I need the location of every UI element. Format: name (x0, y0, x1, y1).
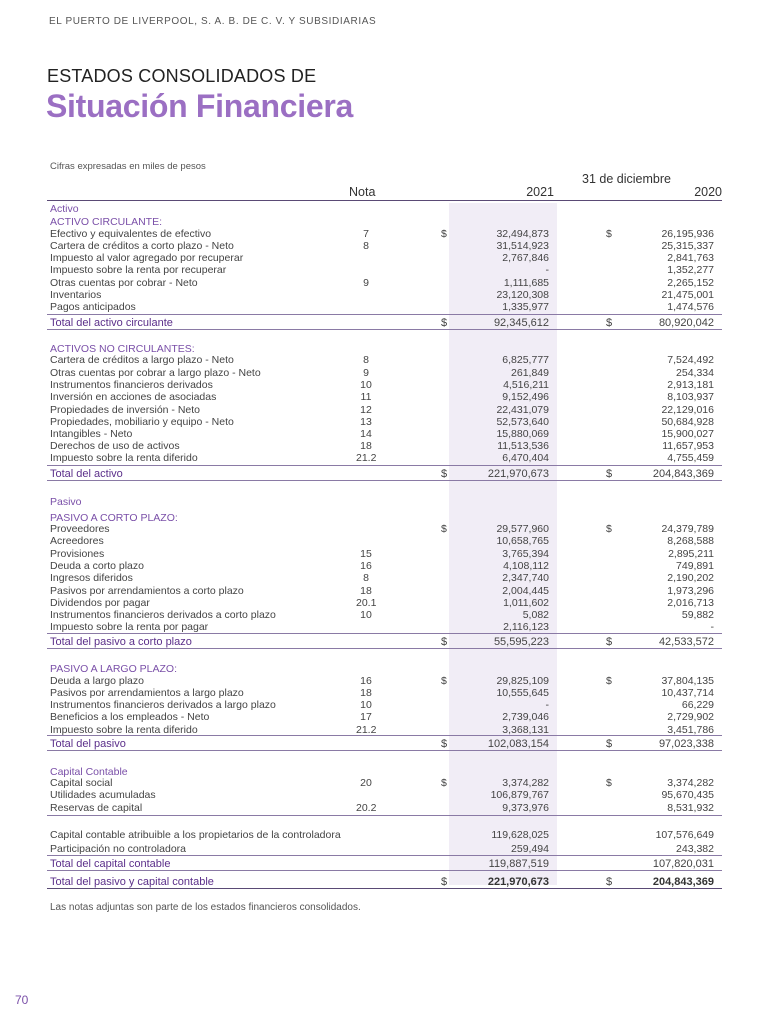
row-note: 8 (363, 240, 369, 252)
row-note: 18 (360, 585, 372, 597)
row-label: Utilidades acumuladas (50, 789, 156, 801)
value-2021: 3,765,394 (502, 548, 549, 560)
value-2021: 23,120,308 (496, 289, 549, 301)
value-2021: 2,767,846 (502, 252, 549, 264)
row-note: 11 (360, 391, 372, 403)
table-row (50, 829, 722, 841)
page-title: Situación Financiera (46, 88, 353, 124)
row-label: Cartera de créditos a largo plazo - Neto (50, 354, 234, 366)
row-label: Total del activo (50, 468, 123, 480)
value-2021: 221,970,673 (487, 468, 549, 480)
value-2020: 2,729,902 (667, 711, 714, 723)
value-2020: 10,437,714 (661, 687, 714, 699)
row-label: Beneficios a los empleados - Neto (50, 711, 210, 723)
value-2021: 261,849 (511, 367, 549, 379)
value-2020: 11,657,953 (662, 440, 714, 452)
table-row (50, 228, 722, 240)
row-label: Instrumentos financieros derivados a corto plazo (50, 609, 276, 621)
row-label: Inversión en acciones de asociadas (50, 391, 217, 403)
row-note: 10 (360, 699, 372, 711)
row-label: Capital Contable (50, 766, 128, 778)
value-2020: 37,804,135 (661, 675, 714, 687)
value-2020: 24,379,789 (661, 523, 714, 535)
row-note: 14 (360, 428, 372, 440)
table-row (50, 621, 722, 633)
row-label: Efectivo y equivalentes de efectivo (50, 228, 212, 240)
total-row (50, 317, 722, 329)
row-note: 21.2 (356, 452, 377, 464)
table-row (50, 777, 722, 789)
table-row (50, 354, 722, 366)
value-2020: 2,841,763 (667, 252, 714, 264)
table-row (50, 675, 722, 687)
value-2020: 97,023,338 (658, 738, 714, 750)
row-label: Pasivos por arrendamientos a largo plazo (50, 687, 244, 699)
value-2020: 749,891 (676, 560, 714, 572)
section-heading (50, 663, 722, 675)
currency-sign: $ (441, 317, 448, 329)
value-2020: 2,265,152 (667, 277, 714, 289)
table-row (50, 277, 722, 289)
row-note: 21.2 (356, 724, 377, 736)
row-label: Otras cuentas por cobrar a largo plazo - Neto (50, 367, 261, 379)
value-2020: 3,374,282 (667, 777, 714, 789)
value-2021: 221,970,673 (487, 876, 549, 888)
value-2020: 26,195,936 (661, 228, 714, 240)
table-row (50, 597, 722, 609)
value-2021: 119,628,025 (491, 829, 549, 841)
value-2020: 50,684,928 (661, 416, 714, 428)
row-note: 10 (360, 379, 372, 391)
table-row (50, 572, 722, 584)
currency-sign: $ (606, 228, 612, 240)
value-2021: - (545, 699, 549, 711)
table-row (50, 609, 722, 621)
row-label: Provisiones (50, 548, 105, 560)
row-label: Participación no controladora (50, 843, 186, 855)
value-2021: 2,004,445 (502, 585, 549, 597)
currency-sign: $ (606, 523, 612, 535)
value-2020: 107,576,649 (655, 829, 714, 841)
row-label: Pasivo (50, 496, 82, 508)
table-row (50, 391, 722, 403)
row-note: 9 (363, 367, 369, 379)
row-label: Total del pasivo a corto plazo (50, 636, 192, 648)
table-row (50, 452, 722, 464)
value-2021: 3,374,282 (502, 777, 549, 789)
row-label: ACTIVO CIRCULANTE: (50, 216, 163, 228)
value-2020: 21,475,001 (661, 289, 714, 301)
row-label: PASIVO A CORTO PLAZO: (50, 512, 178, 524)
value-2020: 4,755,459 (667, 452, 714, 464)
table-row (50, 724, 722, 736)
row-note: 10 (360, 609, 372, 621)
value-2020: 1,352,277 (667, 264, 714, 276)
table-row (50, 535, 722, 547)
value-2020: 7,524,492 (667, 354, 714, 366)
row-label: Acreedores (50, 535, 104, 547)
table-row (50, 301, 722, 313)
row-note: 8 (363, 572, 369, 584)
row-label: Pagos anticipados (50, 301, 136, 313)
currency-sign: $ (606, 317, 613, 329)
value-2020: 2,895,211 (668, 548, 714, 560)
row-label: Intangibles - Neto (50, 428, 133, 440)
value-2020: 254,334 (676, 367, 714, 379)
table-row (50, 440, 722, 452)
total-row (50, 468, 722, 480)
row-note: 18 (360, 687, 372, 699)
table-row (50, 264, 722, 276)
value-2020: 2,016,713 (667, 597, 714, 609)
table-row (50, 560, 722, 572)
value-2021: 6,470,404 (502, 452, 549, 464)
value-2020: 204,843,369 (652, 468, 714, 480)
row-label: Total del pasivo y capital contable (50, 876, 214, 888)
currency-sign: $ (606, 468, 613, 480)
row-label: Propiedades, mobiliario y equipo - Neto (50, 416, 234, 428)
value-2021: 31,514,923 (496, 240, 549, 252)
table-row (50, 711, 722, 723)
row-note: 20.1 (356, 597, 377, 609)
row-note: 8 (363, 354, 369, 366)
value-2021: 22,431,079 (496, 404, 549, 416)
value-2021: 259,494 (511, 843, 549, 855)
title-line-1: ESTADOS CONSOLIDADOS DE (47, 66, 317, 86)
value-2021: 29,577,960 (496, 523, 549, 535)
value-2020: 8,103,937 (667, 391, 714, 403)
table-row (50, 367, 722, 379)
currency-sign: $ (441, 675, 447, 687)
total-row (50, 876, 722, 888)
row-note: 18 (360, 440, 372, 452)
table-row (50, 523, 722, 535)
currency-sign: $ (606, 777, 612, 789)
row-note: 9 (363, 277, 369, 289)
value-2021: 1,335,977 (502, 301, 549, 313)
table-row (50, 585, 722, 597)
currency-sign: $ (441, 228, 447, 240)
page-header: EL PUERTO DE LIVERPOOL, S. A. B. DE C. V. Y SUBSIDIARIAS (49, 16, 377, 27)
value-2020: 1,973,296 (667, 585, 714, 597)
value-2021: 3,368,131 (502, 724, 549, 736)
value-2021: 11,513,536 (497, 440, 549, 452)
row-label: ACTIVOS NO CIRCULANTES: (50, 343, 195, 355)
row-label: Impuesto al valor agregado por recuperar (50, 252, 244, 264)
table-row (50, 416, 722, 428)
value-2021: 52,573,640 (496, 416, 549, 428)
table-row (50, 428, 722, 440)
value-2020: 2,190,202 (667, 572, 714, 584)
row-note: 16 (360, 560, 372, 572)
row-label: Derechos de uso de activos (50, 440, 180, 452)
value-2021: 106,879,767 (490, 789, 549, 801)
row-label: Activo (50, 203, 79, 215)
value-2020: 42,533,572 (658, 636, 714, 648)
value-2021: 4,108,112 (503, 560, 549, 572)
currency-sign: $ (606, 675, 612, 687)
currency-sign: $ (606, 876, 613, 888)
value-2020: 8,531,932 (667, 802, 714, 814)
table-row (50, 379, 722, 391)
value-2020: 107,820,031 (652, 858, 714, 870)
row-label: Otras cuentas por cobrar - Neto (50, 277, 198, 289)
date-header: 31 de diciembre (582, 172, 671, 186)
row-label: Dividendos por pagar (50, 597, 150, 609)
value-2021: 2,116,123 (503, 621, 549, 633)
row-label: Pasivos por arrendamientos a corto plazo (50, 585, 244, 597)
value-2021: 10,555,645 (496, 687, 549, 699)
table-row (50, 687, 722, 699)
value-2020: 2,913,181 (667, 379, 714, 391)
value-2020: 3,451,786 (667, 724, 714, 736)
table-row (50, 289, 722, 301)
row-label: Impuesto sobre la renta diferido (50, 452, 198, 464)
currency-sign: $ (441, 876, 448, 888)
table-row (50, 252, 722, 264)
row-label: Inventarios (50, 289, 102, 301)
value-2021: 29,825,109 (496, 675, 549, 687)
row-label: Propiedades de inversión - Neto (50, 404, 201, 416)
row-label: PASIVO A LARGO PLAZO: (50, 663, 178, 675)
currency-sign: $ (441, 738, 448, 750)
value-2020: 15,900,027 (661, 428, 714, 440)
row-label: Instrumentos financieros derivados a largo plazo (50, 699, 276, 711)
value-2021: 4,516,211 (503, 379, 549, 391)
value-2021: 1,111,685 (503, 277, 549, 289)
table-row (50, 802, 722, 814)
value-2021: 55,595,223 (493, 636, 549, 648)
table-row (50, 843, 722, 855)
total-row (50, 738, 722, 750)
row-note: 12 (360, 404, 372, 416)
row-label: Total del pasivo (50, 738, 126, 750)
row-note: 20.2 (356, 802, 377, 814)
currency-sign: $ (441, 636, 448, 648)
value-2020: 95,670,435 (661, 789, 714, 801)
value-2021: 6,825,777 (502, 354, 549, 366)
value-2020: 59,882 (681, 609, 714, 621)
section-heading (50, 216, 722, 228)
value-2020: 22,129,016 (661, 404, 714, 416)
row-note: 17 (360, 711, 372, 723)
footnote: Las notas adjuntas son parte de los estados financieros consolidados. (50, 902, 361, 913)
value-2021: 1,011,602 (503, 597, 549, 609)
value-2021: 10,658,765 (496, 535, 549, 547)
row-label: Impuesto sobre la renta por recuperar (50, 264, 227, 276)
row-label: Total del activo circulante (50, 317, 173, 329)
value-2021: 9,373,976 (502, 802, 549, 814)
row-label: Cartera de créditos a corto plazo - Neto (50, 240, 234, 252)
value-2021: 15,880,069 (496, 428, 549, 440)
table-row (50, 404, 722, 416)
total-row (50, 636, 722, 648)
value-2021: 5,082 (522, 609, 549, 621)
row-label: Total del capital contable (50, 858, 171, 870)
currency-sign: $ (441, 468, 448, 480)
currency-sign: $ (606, 636, 613, 648)
currency-sign: $ (606, 738, 613, 750)
value-2021: 119,887,519 (488, 858, 549, 870)
row-note: 20 (360, 777, 372, 789)
row-label: Instrumentos financieros derivados (50, 379, 213, 391)
total-row (50, 858, 722, 870)
row-label: Capital contable atribuible a los propietarios de la controladora (50, 829, 341, 841)
row-note: 13 (360, 416, 372, 428)
row-note: 16 (360, 675, 372, 687)
row-label: Proveedores (50, 523, 110, 535)
table-row (50, 699, 722, 711)
value-2020: 66,229 (681, 699, 714, 711)
value-2020: 204,843,369 (652, 876, 714, 888)
row-label: Reservas de capital (50, 802, 143, 814)
table-row (50, 240, 722, 252)
row-note: 7 (363, 228, 369, 240)
page-number: 70 (15, 993, 29, 1007)
section-heading (50, 496, 722, 508)
row-label: Deuda a corto plazo (50, 560, 144, 572)
value-2020: - (710, 621, 714, 633)
column-header-2021: 2021 (526, 185, 554, 199)
row-label: Ingresos diferidos (50, 572, 133, 584)
value-2021: 2,739,046 (502, 711, 549, 723)
row-label: Capital social (50, 777, 113, 789)
value-2021: 2,347,740 (502, 572, 549, 584)
table-row (50, 789, 722, 801)
value-2020: 25,315,337 (661, 240, 714, 252)
value-2020: 1,474,576 (667, 301, 714, 313)
value-2021: 102,083,154 (487, 738, 549, 750)
value-2020: 8,268,588 (667, 535, 714, 547)
value-2021: 32,494,873 (496, 228, 549, 240)
value-2021: 92,345,612 (493, 317, 549, 329)
units-note: Cifras expresadas en miles de pesos (50, 161, 206, 172)
value-2020: 243,382 (676, 843, 714, 855)
row-label: Impuesto sobre la renta por pagar (50, 621, 209, 633)
value-2021: - (545, 264, 549, 276)
currency-sign: $ (441, 777, 447, 789)
row-label: Deuda a largo plazo (50, 675, 144, 687)
section-heading (50, 203, 722, 215)
column-header-nota: Nota (349, 185, 376, 199)
value-2020: 80,920,042 (658, 317, 714, 329)
row-label: Impuesto sobre la renta diferido (50, 724, 198, 736)
row-note: 15 (360, 548, 372, 560)
table-row (50, 548, 722, 560)
currency-sign: $ (441, 523, 447, 535)
column-header-2020: 2020 (694, 185, 722, 199)
value-2021: 9,152,496 (502, 391, 549, 403)
